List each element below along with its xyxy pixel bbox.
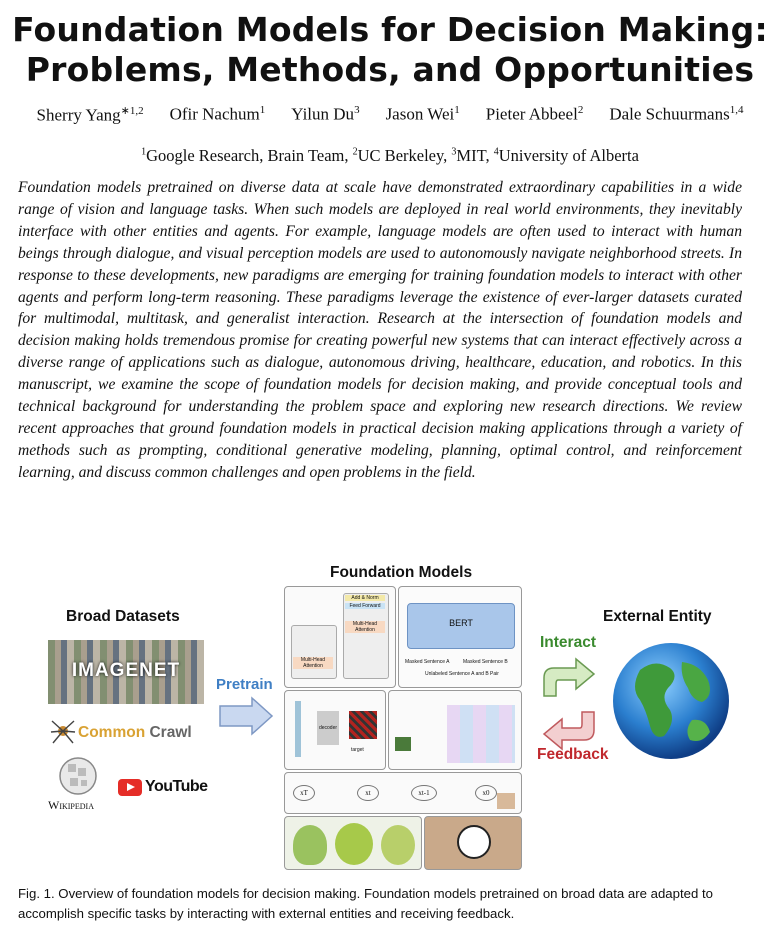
attention-matrix-panel — [388, 690, 522, 770]
author: Dale Schuurmans$^{1,4}$ — [609, 104, 744, 124]
wikipedia-label: Wikipedia — [48, 798, 94, 812]
abstract: Foundation models pretrained on diverse data at scale have demonstrated extraordinary capabilities in a wide range of vision and language tasks. When such models are deployed in real world environments, they inevitably interface with other entities and agents. For example, language models are often used to interact with human beings through dialogue, and visual perception models are used to autonomously navigate neighborhood streets. In response to these developments, new paradigms are emerging for training foundation models to interact with other agents and perform long-term reasoning. These paradigms leverage the existence of ever-larger datasets curated for multimodal, multitask, and generalist interaction. Research at the intersection of foundation models and decision making holds tremendous promise for creating powerful new systems that can interact effectively across a diverse range of applications such as dialogue, autonomous driving, healthcare, education, and robotics. In this manuscript, we examine the scope of foundation models for decision making, and provide conceptual tools and technical background for understanding the problem space and exploring new research directions. We review recent approaches that ground foundation models in practical decision making applications through a variety of methods such as prompting, conditional generative modeling, planning, optimal control, and reinforcement learning, and discuss common challenges and open problems in the field. — [18, 179, 742, 481]
interact-label: Interact — [540, 634, 596, 651]
spider-icon — [50, 718, 76, 744]
avocado-chairs-image — [284, 816, 422, 870]
paper-title — [0, 10, 780, 90]
author: Jason Wei$^1$ — [385, 104, 460, 124]
panda-image — [424, 816, 522, 870]
play-icon — [118, 779, 142, 796]
bert-panel: BERT Masked Sentence A Masked Sentence B Unlabeled Sentence A and B Pair — [398, 586, 522, 688]
author-list — [0, 104, 780, 126]
wikipedia-globe-icon — [58, 756, 98, 796]
foundation-models-heading: Foundation Models — [330, 564, 473, 581]
pretrain-arrow-icon — [218, 696, 274, 736]
imagenet-logo: IMAGENET — [48, 640, 204, 704]
author: Ofir Nachum$^1$ — [169, 104, 266, 124]
decoder-panel: decoder target — [284, 690, 386, 770]
feedback-label: Feedback — [537, 746, 609, 763]
author: Yilun Du$^3$ — [291, 104, 360, 124]
interact-arrow-icon — [540, 656, 598, 700]
author: Sherry Yang$^{∗1,2}$ — [36, 105, 144, 125]
figure-caption: Fig. 1. Overview of foundation models for decision making. Foundation models pretrained on broad data are adapted to accomplish specific tasks by interacting with external entities and receiving feedback. — [18, 886, 713, 921]
transformer-panel: Add & Norm Feed Forward Multi-Head Attention Multi-Head Attention — [284, 586, 396, 688]
youtube-logo: YouTube — [118, 778, 208, 796]
diffusion-chain-panel: xT xt xt-1 x0 — [284, 772, 522, 814]
pretrain-label: Pretrain — [216, 676, 273, 693]
earth-globe-icon — [610, 640, 732, 762]
overview-figure — [0, 560, 780, 870]
affiliations: $^1$Google Research, Brain Team, $^2$UC Berkeley, $^3$MIT, $^4$University of Alberta — [141, 146, 639, 165]
broad-datasets-heading: Broad Datasets — [66, 608, 180, 625]
external-entity-heading: External Entity — [603, 608, 712, 625]
title-line-1: Foundation Models for Decision Making: — [12, 10, 768, 49]
title-line-2: Problems, Methods, and Opportunities — [25, 50, 755, 89]
author: Pieter Abbeel$^2$ — [485, 104, 584, 124]
common-crawl-logo: Common Crawl — [78, 724, 192, 741]
